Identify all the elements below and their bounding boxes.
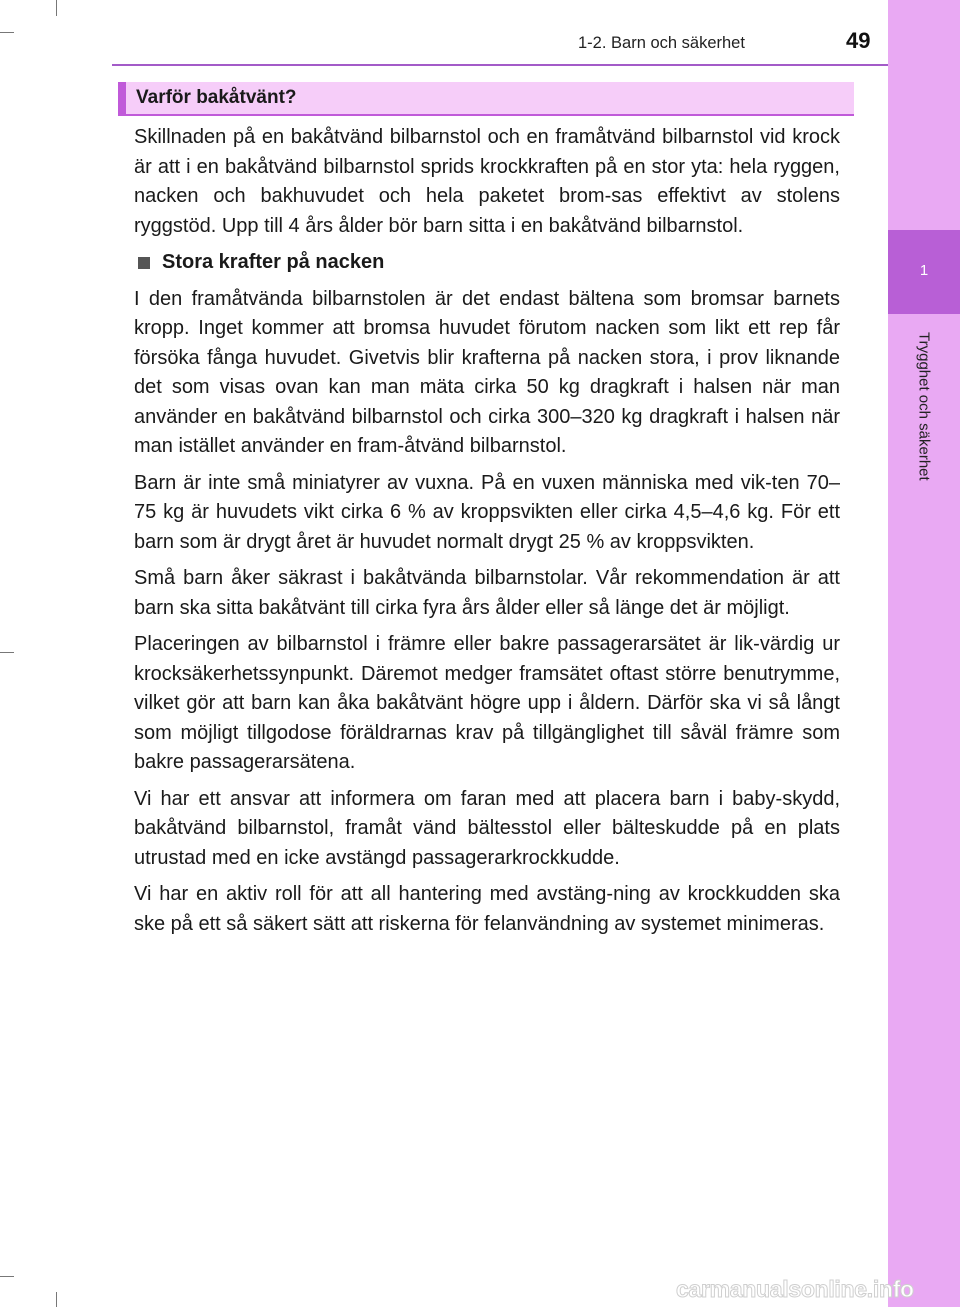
paragraph-6: Vi har ett ansvar att informera om faran med att placera barn i baby-skydd, bakåtvänd bilbarnstol, framåt vänd bältesstol eller bälteskudde på en plats utrustad med en icke avstängd passagerarkrockkudde. bbox=[134, 787, 840, 869]
paragraph-2: I den framåtvända bilbarnstolen är det endast bältena som bromsar barnets kropp. Inget kommer att bromsa huvudet förutom nacken som likt ett rep får försöka fånga huvudet. Givetvis blir krafterna på nacken stora, i prov liknande det som visas ovan kan man mäta cirka 50 kg dragkraft i halsen när man använder en bakåtvänd bilbarnstol och cirka 300–320 kg dragkraft i halsen när man istället använder en fram-åtvänd bilbarnstol. bbox=[134, 287, 840, 457]
crop-mark bbox=[56, 1292, 57, 1307]
page-number: 49 bbox=[846, 28, 871, 53]
watermark: carmanualsonline.info bbox=[676, 1276, 914, 1302]
crop-mark bbox=[0, 1276, 14, 1277]
crop-mark bbox=[56, 0, 57, 16]
paragraph-3: Barn är inte små miniatyrer av vuxna. På en vuxen människa med vik-ten 70–75 kg är huvudets vikt cirka 6 % av kroppsvikten eller cirka 4,5–4,6 kg. För ett barn som är drygt året är huvudet normalt drygt 25 % av kroppsvikten. bbox=[134, 471, 840, 553]
chapter-tab-bar bbox=[888, 0, 960, 1307]
section-header: 1-2. Barn och säkerhet bbox=[578, 34, 745, 52]
header-divider bbox=[112, 64, 888, 66]
subheading bbox=[134, 248, 840, 278]
subheading-text: Stora krafter på nacken bbox=[162, 251, 385, 273]
paragraph-1: Skillnaden på en bakåtvänd bilbarnstol och en framåtvänd bilbarnstol vid krock är att i en bakåtvänd bilbarnstol sprids krockkraften på en stor yta: hela ryggen, nacken och bakhuvudet och hela paketet brom-sas effektivt av stolens ryggstöd. Upp till 4 års ålder bör barn sitta i en bakåtvänd bilbarnstol. bbox=[134, 126, 840, 237]
chapter-label: Trygghet och säkerhet bbox=[915, 332, 933, 481]
square-bullet-icon bbox=[138, 257, 150, 269]
section-title: Varför bakåtvänt? bbox=[136, 87, 297, 108]
paragraph-4: Små barn åker säkrast i bakåtvända bilbarnstolar. Vår rekommendation är att barn ska sitta bakåtvänt till cirka fyra års ålder eller så länge det är möjligt. bbox=[134, 567, 840, 619]
body-content bbox=[134, 123, 840, 946]
chapter-number: 1 bbox=[919, 262, 929, 279]
paragraph-7: Vi har en aktiv roll för att all hantering med avstäng-ning av krockkudden ska ske på ett så säkert sätt att riskerna för felanvändning av systemet minimeras. bbox=[134, 883, 840, 935]
paragraph-5: Placeringen av bilbarnstol i främre eller bakre passagerarsätet är lik-värdig ur krocksäkerhetssynpunkt. Däremot medger framsätet oftast större benutrymme, vilket gör att barn kan åka bakåtvänt högre upp i åldern. Därför ska vi så långt som möjligt tillgodose föräldrarnas krav på tillgänglighet till såväl främre som bakre passagerarsätena. bbox=[134, 633, 840, 773]
crop-mark bbox=[0, 652, 14, 653]
crop-mark bbox=[0, 32, 14, 33]
section-title-box bbox=[118, 82, 854, 116]
